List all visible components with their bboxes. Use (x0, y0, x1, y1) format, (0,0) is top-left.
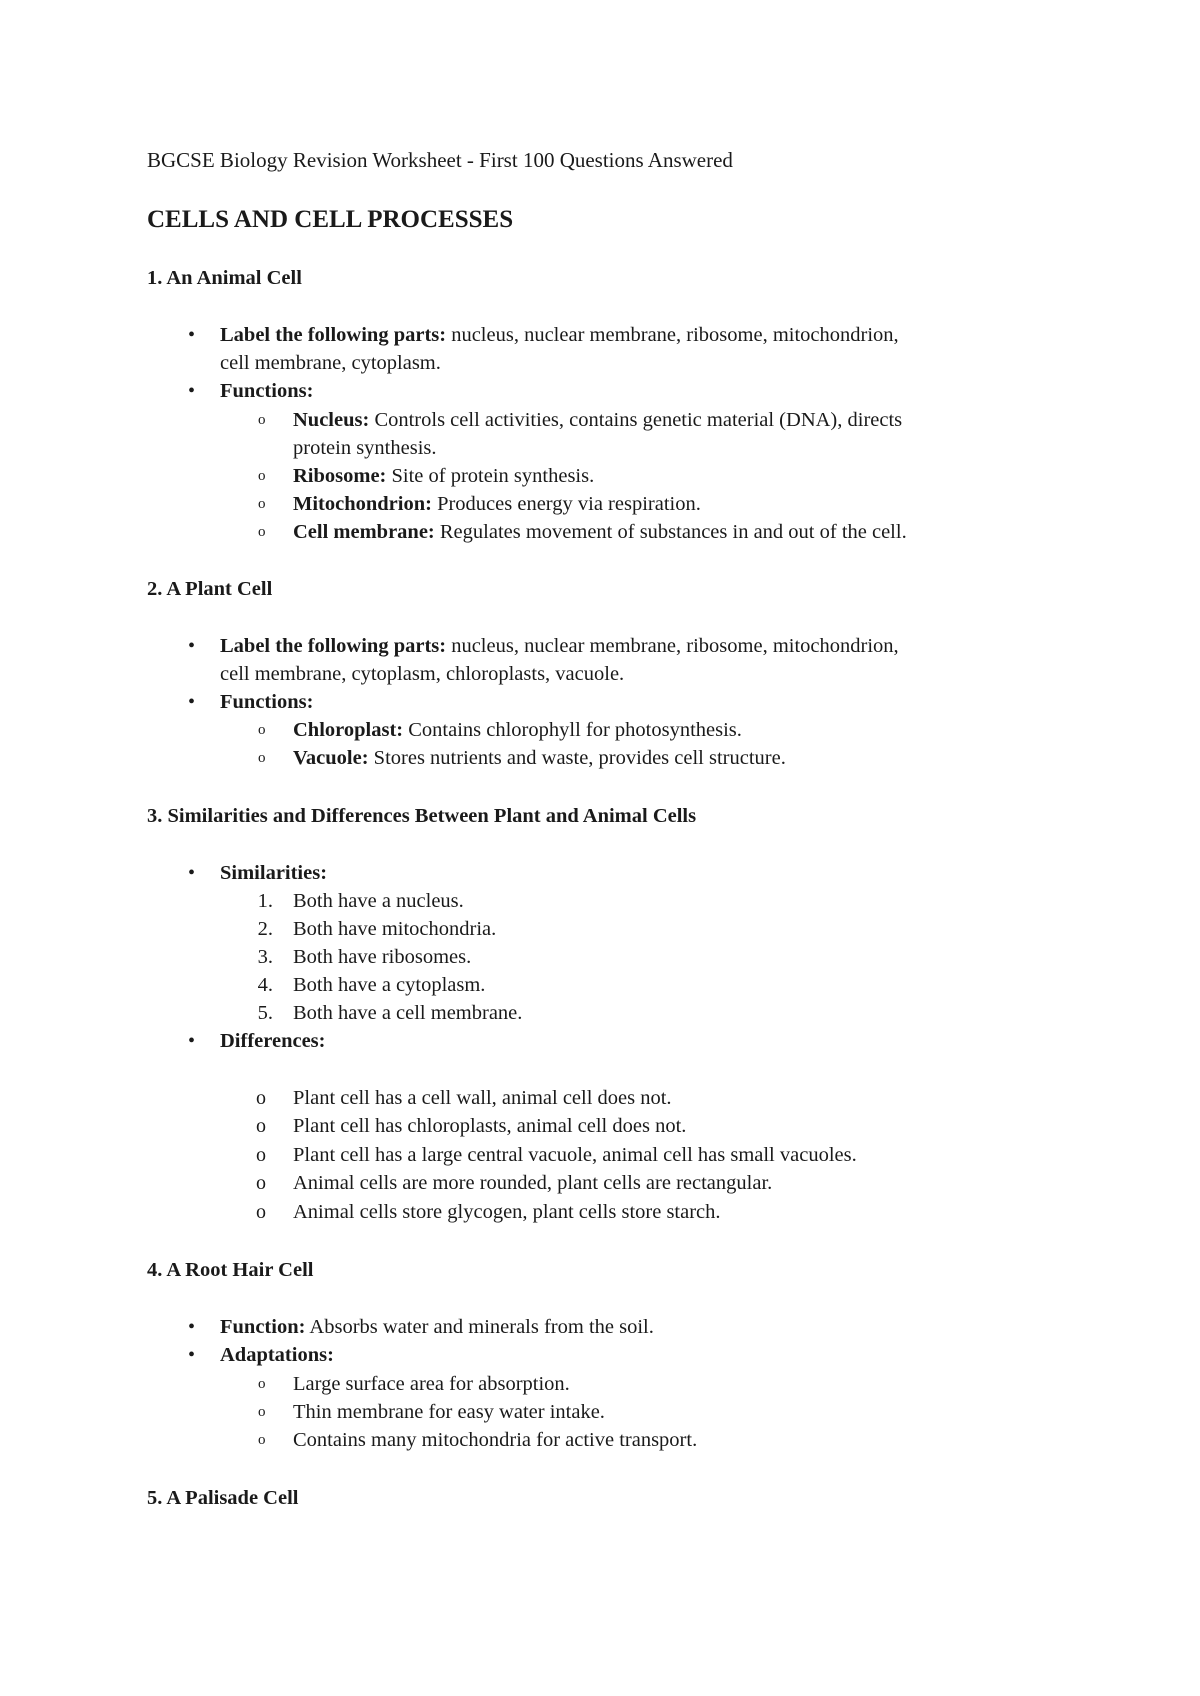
q1-function-mitochondrion (293, 490, 701, 518)
difference-item: Animal cells are more rounded, plant cells are rectangular. (293, 1172, 773, 1194)
sub-bullet-icon: o (258, 412, 266, 428)
function-term: Ribosome: (293, 465, 387, 487)
bullet-icon: • (188, 635, 196, 657)
function-term: Cell membrane: (293, 521, 435, 543)
section-heading: CELLS AND CELL PROCESSES (147, 206, 514, 233)
function-text: Stores nutrients and waste, provides cell structure. (368, 747, 786, 769)
difference-item: Animal cells store glycogen, plant cells store starch. (293, 1201, 721, 1223)
q1-label-term: Label the following parts: (220, 324, 447, 346)
function-text: Site of protein synthesis. (386, 465, 595, 487)
q3-differences-term: Differences: (220, 1030, 326, 1052)
function-text: Regulates movement of substances in and out of the cell. (434, 521, 907, 543)
q4-adaptations-term: Adaptations: (220, 1344, 334, 1366)
similarity-item: Both have mitochondria. (293, 918, 497, 940)
q4-heading: 4. A Root Hair Cell (147, 1259, 314, 1281)
similarity-item: Both have ribosomes. (293, 946, 472, 968)
list-number: 3. (257, 946, 273, 968)
bullet-icon: • (188, 691, 196, 713)
bullet-icon: • (188, 1030, 196, 1052)
sub-bullet-icon: o (256, 1144, 266, 1166)
sub-bullet-icon: o (256, 1201, 266, 1223)
bullet-icon: • (188, 1316, 196, 1338)
function-term: Mitochondrion: (293, 493, 432, 515)
q1-function-cell-membrane (293, 518, 907, 546)
q3-similarities-term: Similarities: (220, 862, 328, 884)
document-title: BGCSE Biology Revision Worksheet - First 100 Questions Answered (147, 148, 733, 172)
sub-bullet-icon: o (258, 496, 266, 512)
q1-function-nucleus-cont: protein synthesis. (293, 437, 437, 459)
function-term: Nucleus: (293, 409, 370, 431)
difference-item: Plant cell has chloroplasts, animal cell does not. (293, 1115, 687, 1137)
q2-heading: 2. A Plant Cell (147, 578, 273, 600)
function-text: Contains chlorophyll for photosynthesis. (403, 719, 742, 741)
q1-function-nucleus (293, 406, 902, 434)
q2-function-chloroplast (293, 716, 742, 744)
q1-label-text: nucleus, nuclear membrane, ribosome, mitochondrion, (446, 324, 899, 346)
difference-item: Plant cell has a cell wall, animal cell does not. (293, 1087, 672, 1109)
q2-label-line-1 (220, 632, 899, 660)
q4-function (220, 1313, 654, 1341)
q2-label-line-2: cell membrane, cytoplasm, chloroplasts, vacuole. (220, 663, 625, 685)
sub-bullet-icon: o (256, 1172, 266, 1194)
q5-heading: 5. A Palisade Cell (147, 1487, 299, 1509)
sub-bullet-icon: o (258, 1376, 266, 1392)
bullet-icon: • (188, 1344, 196, 1366)
function-term: Vacuole: (293, 747, 369, 769)
adaptation-item: Thin membrane for easy water intake. (293, 1401, 605, 1423)
list-number: 5. (257, 1002, 273, 1024)
function-text: Controls cell activities, contains genetic material (DNA), directs (369, 409, 903, 431)
list-number: 4. (257, 974, 273, 996)
list-number: 1. (257, 890, 273, 912)
sub-bullet-icon: o (256, 1115, 266, 1137)
sub-bullet-icon: o (258, 468, 266, 484)
sub-bullet-icon: o (258, 524, 266, 540)
q2-label-term: Label the following parts: (220, 635, 447, 657)
difference-item: Plant cell has a large central vacuole, animal cell has small vacuoles. (293, 1144, 857, 1166)
adaptation-item: Large surface area for absorption. (293, 1373, 570, 1395)
similarity-item: Both have a cytoplasm. (293, 974, 486, 996)
function-text: Produces energy via respiration. (431, 493, 701, 515)
q3-heading: 3. Similarities and Differences Between Plant and Animal Cells (147, 805, 697, 827)
q2-functions-term: Functions: (220, 691, 314, 713)
similarity-item: Both have a cell membrane. (293, 1002, 523, 1024)
q2-function-vacuole (293, 744, 786, 772)
q1-functions-term: Functions: (220, 380, 314, 402)
function-term: Function: (220, 1316, 306, 1338)
list-number: 2. (257, 918, 273, 940)
q1-label-line-1 (220, 321, 899, 349)
q2-label-text: nucleus, nuclear membrane, ribosome, mitochondrion, (446, 635, 899, 657)
sub-bullet-icon: o (258, 750, 266, 766)
bullet-icon: • (188, 380, 196, 402)
similarity-item: Both have a nucleus. (293, 890, 464, 912)
q1-function-ribosome (293, 462, 594, 490)
adaptation-item: Contains many mitochondria for active transport. (293, 1429, 698, 1451)
sub-bullet-icon: o (256, 1087, 266, 1109)
sub-bullet-icon: o (258, 722, 266, 738)
function-text: Absorbs water and minerals from the soil. (305, 1316, 654, 1338)
q1-heading: 1. An Animal Cell (147, 267, 302, 289)
q1-label-line-2: cell membrane, cytoplasm. (220, 352, 441, 374)
sub-bullet-icon: o (258, 1432, 266, 1448)
function-term: Chloroplast: (293, 719, 404, 741)
bullet-icon: • (188, 324, 196, 346)
bullet-icon: • (188, 862, 196, 884)
sub-bullet-icon: o (258, 1404, 266, 1420)
